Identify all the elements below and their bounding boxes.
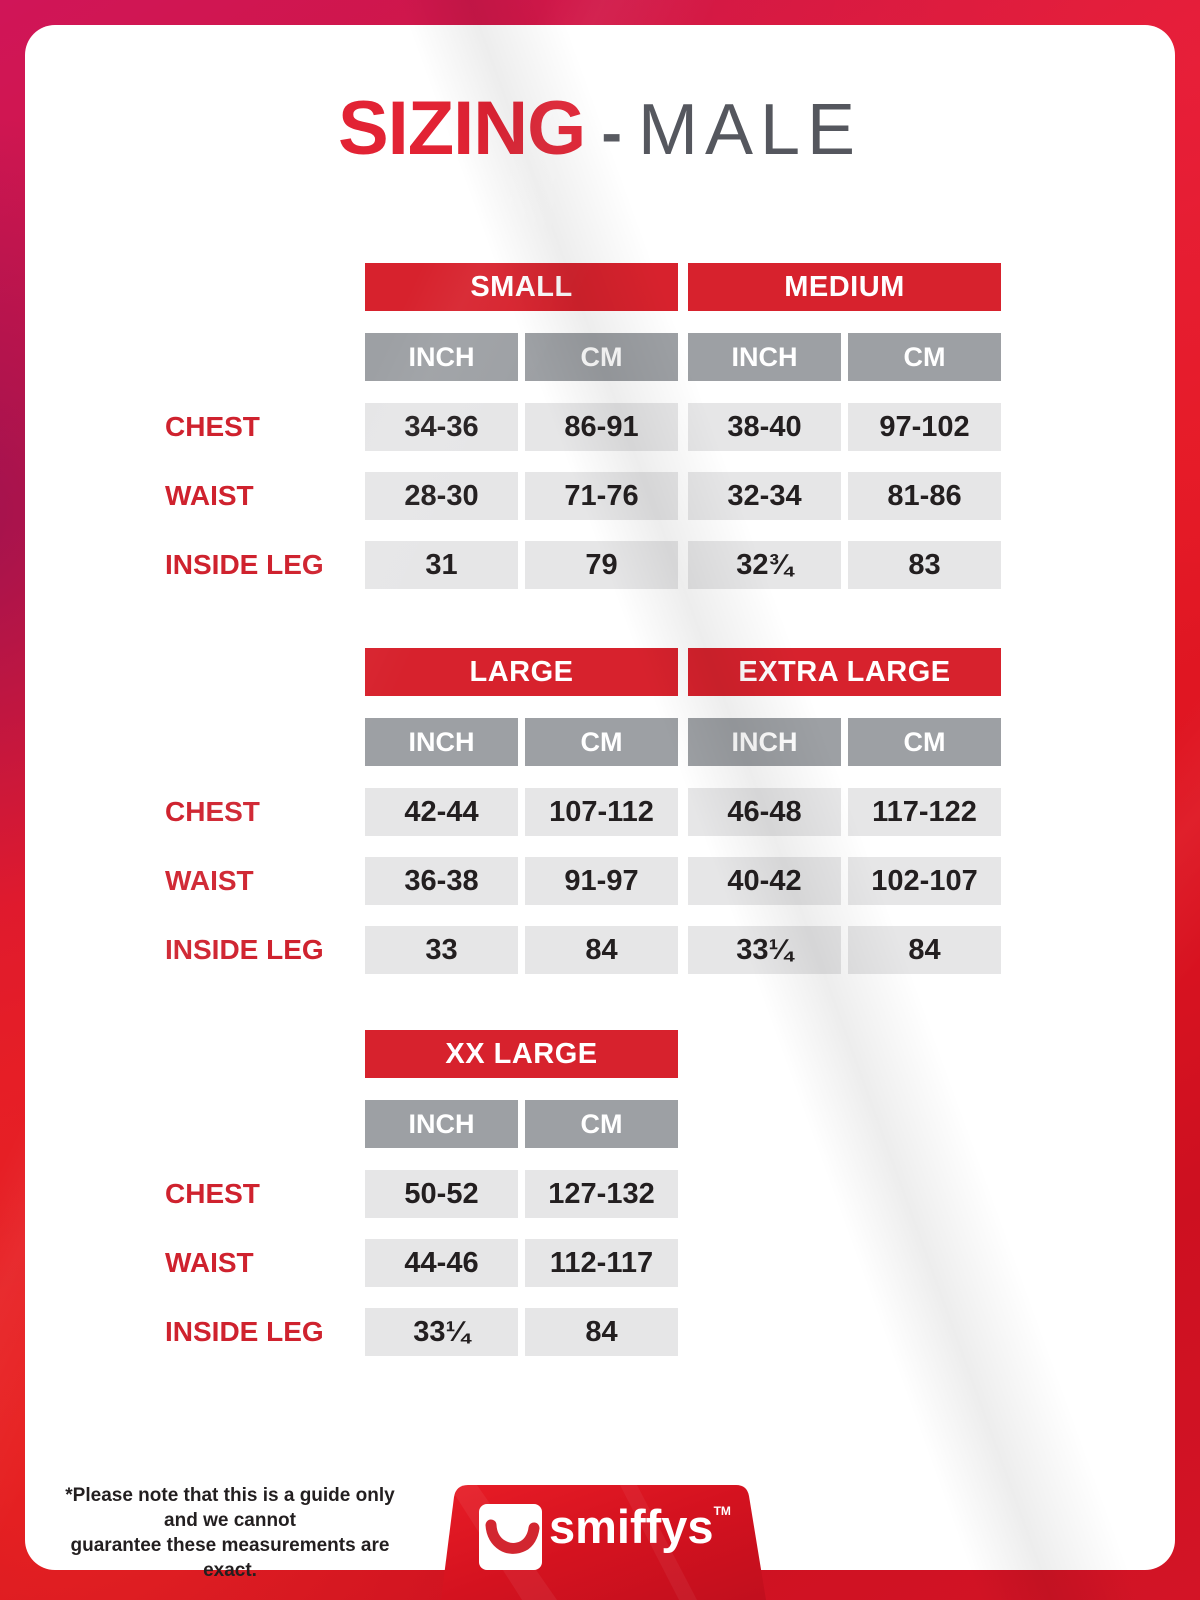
- table-row-inside-leg: [165, 541, 1008, 589]
- title-sizing: SIZING: [337, 86, 586, 171]
- row-label: WAIST: [165, 480, 254, 511]
- title-male: MALE: [637, 90, 863, 170]
- brand-name: [549, 1499, 731, 1554]
- trademark-symbol: TM: [713, 1504, 731, 1518]
- unit-header-cm: CM: [525, 1100, 678, 1148]
- header-spacer: [165, 263, 365, 311]
- size-value-cell: 32¾: [688, 541, 841, 589]
- unit-header-row: [165, 718, 1008, 766]
- size-value-cell: 40-42: [688, 857, 841, 905]
- header-spacer: [165, 1030, 365, 1078]
- size-value-cell: 36-38: [365, 857, 518, 905]
- size-value-cell: 38-40: [688, 403, 841, 451]
- header-spacer: [165, 333, 365, 381]
- size-value-cell: 71-76: [525, 472, 678, 520]
- size-group-header-row: [165, 263, 1008, 311]
- size-table-xxlarge: [165, 1030, 688, 1377]
- smile-icon: [479, 1504, 542, 1570]
- table-row-chest: [165, 1170, 688, 1218]
- row-label: INSIDE LEG: [165, 549, 324, 580]
- size-group-header-medium: MEDIUM: [688, 263, 1001, 311]
- size-value-cell: 102-107: [848, 857, 1001, 905]
- size-group-header-row: [165, 1030, 688, 1078]
- size-value-cell: 91-97: [525, 857, 678, 905]
- title-separator: -: [601, 99, 622, 168]
- unit-header-inch: INCH: [688, 718, 841, 766]
- size-value-cell: 34-36: [365, 403, 518, 451]
- size-group-header-small: SMALL: [365, 263, 678, 311]
- size-table-large-xlarge: [165, 648, 1008, 995]
- size-value-cell: 32-34: [688, 472, 841, 520]
- size-value-cell: 117-122: [848, 788, 1001, 836]
- row-label: CHEST: [165, 411, 260, 442]
- header-spacer: [165, 1100, 365, 1148]
- size-value-cell: 33: [365, 926, 518, 974]
- unit-header-inch: INCH: [688, 333, 841, 381]
- size-value-cell: 81-86: [848, 472, 1001, 520]
- row-label: INSIDE LEG: [165, 934, 324, 965]
- size-value-cell: 28-30: [365, 472, 518, 520]
- table-row-waist: [165, 472, 1008, 520]
- size-value-cell: 112-117: [525, 1239, 678, 1287]
- unit-header-row: [165, 1100, 688, 1148]
- size-group-header-extra-large: EXTRA LARGE: [688, 648, 1001, 696]
- page-title: [25, 86, 1175, 181]
- row-label: WAIST: [165, 865, 254, 896]
- size-value-cell: 83: [848, 541, 1001, 589]
- size-value-cell: 84: [525, 926, 678, 974]
- smiffys-logo: [437, 1483, 767, 1600]
- brand-wordmark: smiffys: [549, 1500, 714, 1553]
- size-value-cell: 127-132: [525, 1170, 678, 1218]
- size-group-header-xx-large: XX LARGE: [365, 1030, 678, 1078]
- size-value-cell: 107-112: [525, 788, 678, 836]
- row-label: INSIDE LEG: [165, 1316, 324, 1347]
- size-value-cell: 33¼: [365, 1308, 518, 1356]
- table-row-inside-leg: [165, 926, 1008, 974]
- unit-header-row: [165, 333, 1008, 381]
- size-value-cell: 42-44: [365, 788, 518, 836]
- size-value-cell: 50-52: [365, 1170, 518, 1218]
- size-value-cell: 31: [365, 541, 518, 589]
- table-row-chest: [165, 403, 1008, 451]
- table-row-chest: [165, 788, 1008, 836]
- disclaimer-note: [55, 1483, 405, 1583]
- row-label: CHEST: [165, 1178, 260, 1209]
- size-value-cell: 84: [525, 1308, 678, 1356]
- header-spacer: [165, 648, 365, 696]
- unit-header-cm: CM: [525, 718, 678, 766]
- size-value-cell: 84: [848, 926, 1001, 974]
- table-row-inside-leg: [165, 1308, 688, 1356]
- size-value-cell: 44-46: [365, 1239, 518, 1287]
- row-label: CHEST: [165, 796, 260, 827]
- unit-header-cm: CM: [848, 718, 1001, 766]
- table-row-waist: [165, 1239, 688, 1287]
- table-row-waist: [165, 857, 1008, 905]
- size-value-cell: 97-102: [848, 403, 1001, 451]
- unit-header-cm: CM: [848, 333, 1001, 381]
- size-value-cell: 79: [525, 541, 678, 589]
- size-value-cell: 86-91: [525, 403, 678, 451]
- unit-header-inch: INCH: [365, 1100, 518, 1148]
- sizing-card: [25, 25, 1175, 1581]
- size-value-cell: 46-48: [688, 788, 841, 836]
- size-value-cell: 33¼: [688, 926, 841, 974]
- disclaimer-line-2: guarantee these measurements are exact.: [70, 1535, 390, 1581]
- header-spacer: [165, 718, 365, 766]
- disclaimer-line-1: *Please note that this is a guide only and we cannot: [65, 1485, 395, 1531]
- size-table-small-medium: [165, 263, 1008, 610]
- size-group-header-row: [165, 648, 1008, 696]
- unit-header-inch: INCH: [365, 333, 518, 381]
- size-group-header-large: LARGE: [365, 648, 678, 696]
- unit-header-cm: CM: [525, 333, 678, 381]
- row-label: WAIST: [165, 1247, 254, 1278]
- unit-header-inch: INCH: [365, 718, 518, 766]
